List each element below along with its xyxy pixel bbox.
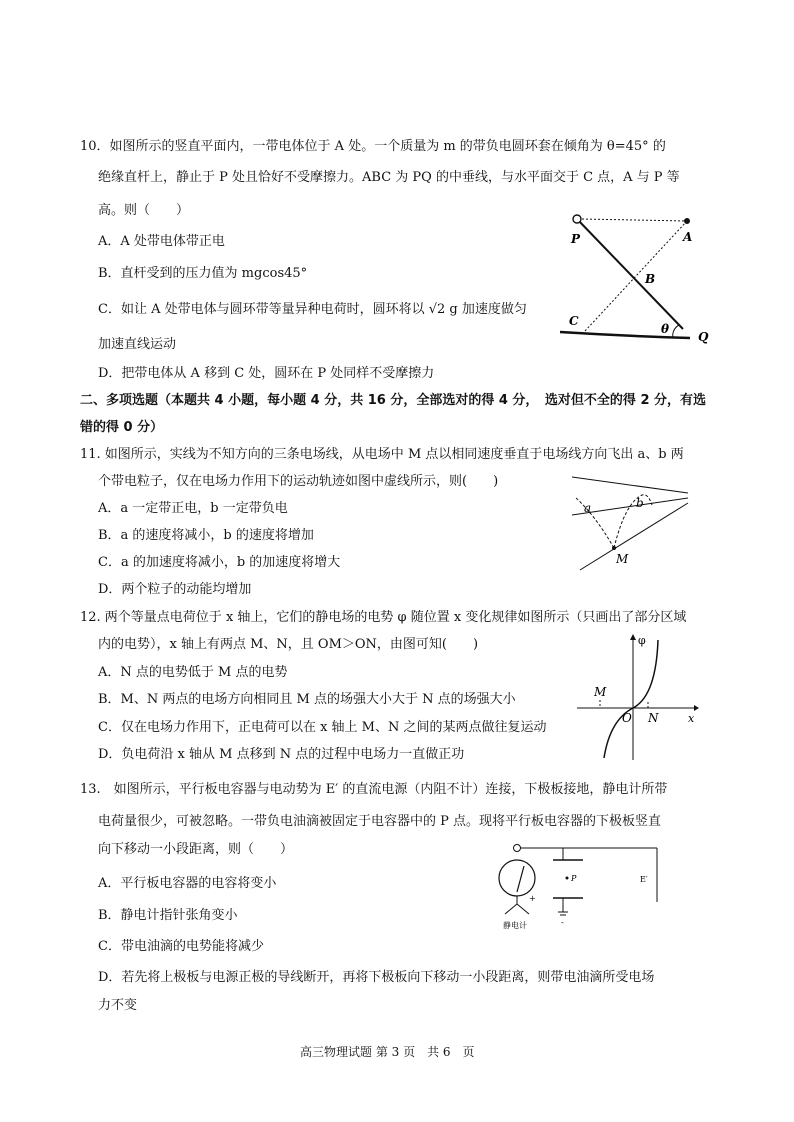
section2-heading-line2: 错的得 0 分） — [80, 420, 164, 435]
section2-heading-line1: 二、多项选题（本题共 4 小题，每小题 4 分，共 16 分，全部选对的得 4 分， 选对但不全的得 2 分，有选 — [80, 393, 707, 408]
q13-line2: 电荷量很少，可被忽略。一带负电油滴被固定于电容器中的 P 点。现将平行板电容器的下极板竖直 — [98, 814, 662, 829]
q10-option-c: C．如让 A 处带电体与圆环带等量异种电荷时，圆环将以 √2 g 加速度做匀 — [98, 302, 527, 317]
q10-label-q: Q — [698, 330, 709, 344]
q13-label-plus: + — [529, 894, 536, 903]
q13-option-d: D．若先将上极板与电源正极的导线断开，再将下极板向下移动一小段距离，则带电油滴所受电场 — [98, 970, 655, 985]
q13-meter-label: 静电计 — [503, 921, 527, 930]
q12-label-o: O — [622, 711, 632, 725]
q12-option-a: A．N 点的电势低于 M 点的电势 — [98, 665, 288, 680]
q12-label-phi: φ — [638, 634, 646, 647]
q10-option-c-cont: 加速直线运动 — [98, 337, 177, 352]
q11-label-m: M — [616, 552, 629, 566]
q13-option-d-cont: 力不变 — [98, 998, 138, 1013]
q10-option-b: B．直杆受到的压力值为 mgcos45° — [98, 266, 308, 281]
page-footer: 高三物理试题 第 3 页 共 6 页 — [300, 1045, 475, 1059]
q10-option-d: D．把带电体从 A 移到 C 处，圆环在 P 处同样不受摩擦力 — [98, 366, 435, 381]
q12-label-x: x — [688, 712, 695, 725]
q11-option-d: D．两个粒子的动能均增加 — [98, 582, 252, 597]
q10-figure — [555, 205, 725, 345]
q11-line2: 个带电粒子，仅在电场力作用下的运动轨迹如图中虚线所示，则( ) — [98, 474, 499, 489]
q13-label-minus: - — [561, 918, 564, 927]
q10-label-c: C — [569, 314, 579, 328]
q10-label-theta: θ — [661, 322, 670, 336]
q10-line3: 高。则（ ） — [98, 203, 190, 218]
q10-label-a: A — [683, 230, 693, 244]
q13-figure — [495, 842, 670, 932]
q12-figure — [572, 632, 702, 762]
q10-label-b: B — [645, 272, 656, 286]
q12-label-m: M — [594, 685, 607, 699]
q11-figure — [570, 475, 690, 575]
q11-line1: 11. 如图所示，实线为不知方向的三条电场线，从电场中 M 点以相同速度垂直于电场线方向飞出 a、b 两 — [80, 447, 684, 462]
q13-line3: 向下移动一小段距离，则（ ） — [98, 842, 294, 857]
q12-line2: 内的电势），x 轴上有两点 M、N，且 OM＞ON，由图可知( ) — [98, 637, 479, 652]
q11-option-a: A．a 一定带正电，b 一定带负电 — [98, 501, 288, 516]
q13-line1: 13. 如图所示，平行板电容器与电动势为 E′ 的直流电源（内阻不计）连接，下极板接地，静电计所带 — [80, 782, 668, 797]
q12-option-d: D．负电荷沿 x 轴从 M 点移到 N 点的过程中电场力一直做正功 — [98, 747, 465, 762]
q13-label-p: P — [571, 874, 577, 883]
q11-label-b: b — [636, 496, 644, 510]
q10-line2: 绝缘直杆上，静止于 P 处且恰好不受摩擦力。ABC 为 PQ 的中垂线，与水平面交于 C 点，A 与 P 等 — [98, 170, 680, 185]
q11-option-b: B．a 的速度将减小，b 的速度将增加 — [98, 528, 314, 543]
q12-label-n: N — [648, 711, 659, 725]
q12-option-c: C．仅在电场力作用下，正电荷可以在 x 轴上 M、N 之间的某两点做往复运动 — [98, 720, 547, 735]
q13-option-c: C．带电油滴的电势能将减少 — [98, 939, 264, 954]
q13-label-e: E′ — [640, 875, 648, 884]
q10-option-a: A．A 处带电体带正电 — [98, 234, 225, 249]
q11-option-c: C．a 的加速度将减小，b 的加速度将增大 — [98, 555, 341, 570]
q10-label-p: P — [571, 232, 581, 246]
q13-option-b: B．静电计指针张角变小 — [98, 908, 238, 923]
q10-line1: 10．如图所示的竖直平面内，一带电体位于 A 处。一个质量为 m 的带负电圆环套在倾角为 θ=45° 的 — [80, 139, 666, 154]
q13-option-a: A．平行板电容器的电容将变小 — [98, 876, 277, 891]
q12-line1: 12. 两个等量点电荷位于 x 轴上，它们的静电场的电势 φ 随位置 x 变化规律如图所示（只画出了部分区域 — [80, 610, 687, 625]
q11-label-a: a — [584, 501, 592, 515]
q12-option-b: B．M、N 两点的电场方向相同且 M 点的场强大小大于 N 点的场强大小 — [98, 692, 516, 707]
